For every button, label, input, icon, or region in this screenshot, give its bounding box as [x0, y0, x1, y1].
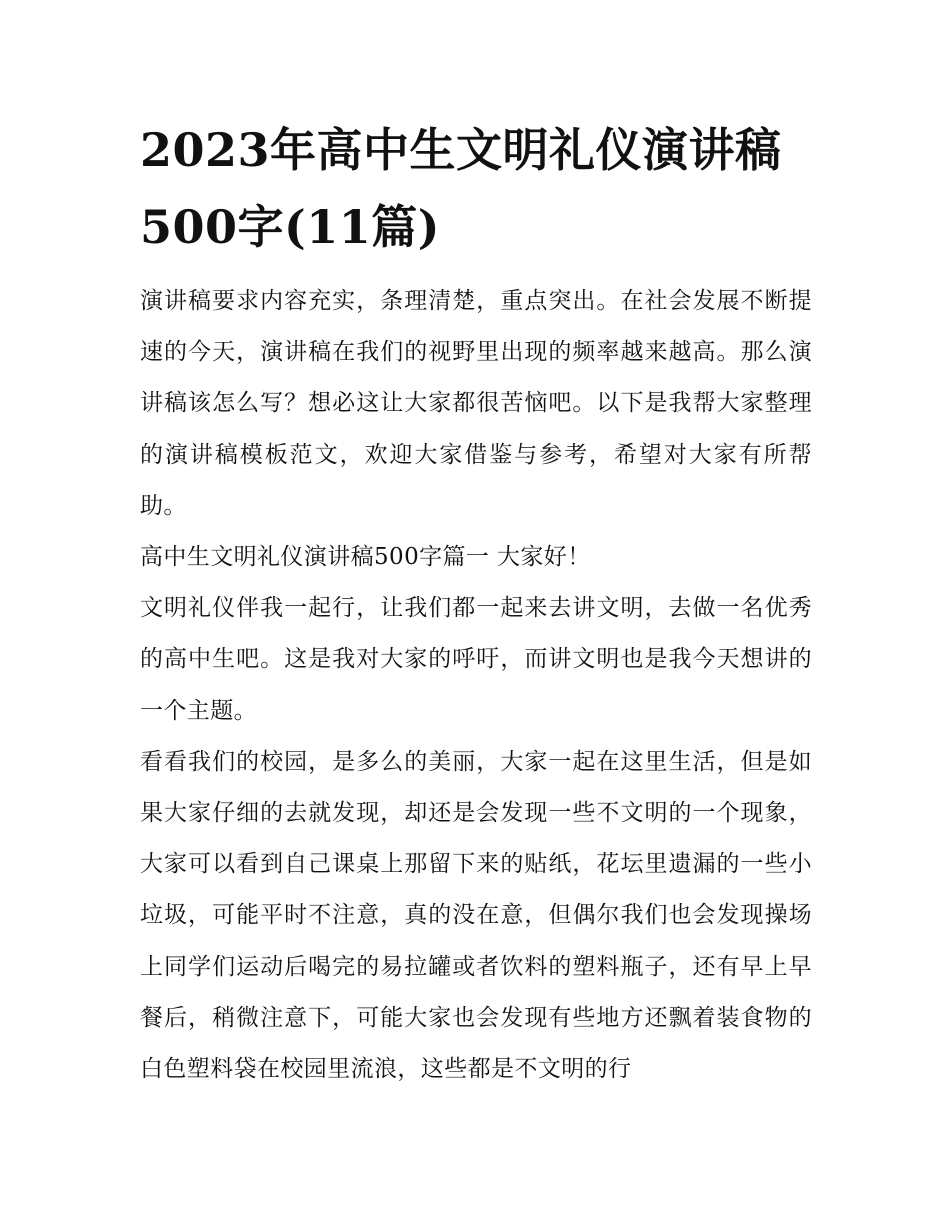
title-line-2: 500字(11篇)	[140, 200, 441, 254]
paragraph-campus-observation: 看看我们的校园，是多么的美丽，大家一起在这里生活，但是如果大家仔细的去就发现，却还是会发现一些不文明的一个现象，大家可以看到自己课桌上那留下来的贴纸，花坛里遗漏的一些小垃圾，可能平时不注意，真的没在意，但偶尔我们也会发现操场上同学们运动后喝完的易拉罐或者饮料的塑料瓶子，还有早上早餐后，稍微注意下，可能大家也会发现有些地方还飘着装食物的白色塑料袋在校园里流浪，这些都是不文明的行	[140, 748, 812, 1083]
document-body	[140, 276, 812, 1095]
paragraph-section-heading: 高中生文明礼仪演讲稿500字篇一 大家好！	[140, 544, 591, 571]
document-title	[140, 112, 812, 266]
document-page	[140, 112, 812, 1095]
title-line-1: 2023年高中生文明礼仪演讲稿	[140, 123, 782, 177]
paragraph-intro: 演讲稿要求内容充实，条理清楚，重点突出。在社会发展不断提速的今天，演讲稿在我们的视野里出现的频率越来越高。那么演讲稿该怎么写？想必这让大家都很苦恼吧。以下是我帮大家整理的演讲稿模板范文，欢迎大家借鉴与参考，希望对大家有所帮助。	[140, 288, 812, 519]
paragraph-call-to-action: 文明礼仪伴我一起行，让我们都一起来去讲文明，去做一名优秀的高中生吧。这是我对大家的呼吁，而讲文明也是我今天想讲的一个主题。	[140, 595, 812, 724]
